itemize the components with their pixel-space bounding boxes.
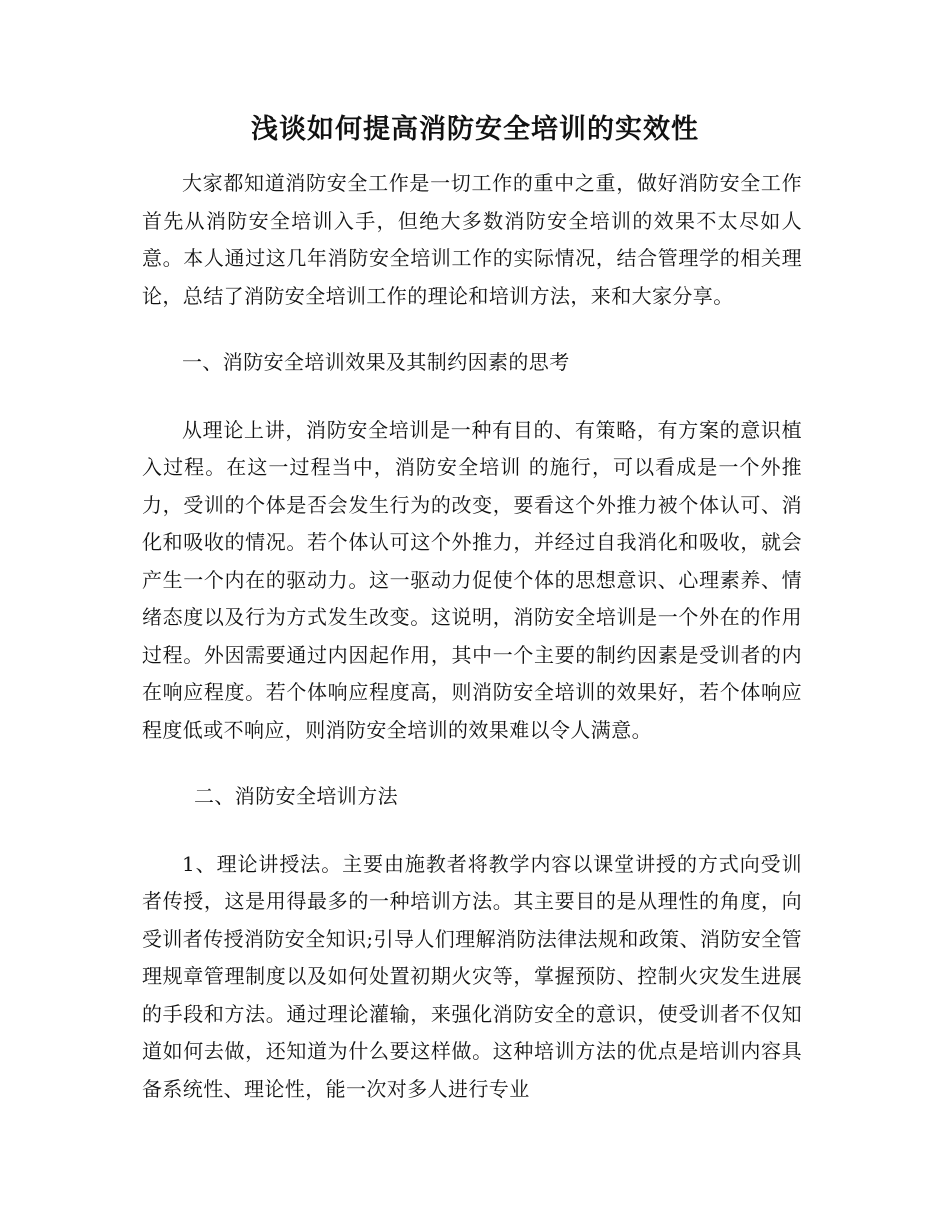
spacer <box>142 816 802 846</box>
spacer <box>142 749 802 778</box>
section-2-paragraph: 1、理论讲授法。主要由施教者将教学内容以课堂讲授的方式向受训者传授，这是用得最多的一种培训方法。其主要目的是从理性的角度，向受训者传授消防安全知识;引导人们理解消防法律法规和政策、消防安全管理规章管理制度以及如何处置初期火灾等，掌握预防、控制火灾发生进展的手段和方法。通过理论灌输，来强化消防安全的意识，使受训者不仅知道如何去做，还知道为什么要这样做。这种培训方法的优点是培训内容具备系统性、理论性，能一次对多人进行专业 <box>142 851 802 1101</box>
section-1-paragraph: 从理论上讲，消防安全培训是一种有目的、有策略，有方案的意识植入过程。在这一过程当中，消防安全培训 的施行，可以看成是一个外推力，受训的个体是否会发生行为的改变，要看这个外推力被个体认可、消化和吸收的情况。若个体认可这个外推力，并经过自我消化和吸收，就会产生一个内在的驱动力。这一驱动力促使个体的思想意识、心理素养、情绪态度以及行为方式发生改变。这说明，消防安全培训是一个外在的作用过程。外因需要通过内因起作用，其中一个主要的制约因素是受训者的内在响应程度。若个体响应程度高，则消防安全培训的效果好，若个体响应程度低或不响应，则消防安全培训的效果难以令人满意。 <box>142 417 802 742</box>
spacer <box>142 315 802 344</box>
spacer <box>142 382 802 412</box>
section-1-heading: 一、消防安全培训效果及其制约因素的思考 <box>182 350 570 374</box>
intro-paragraph: 大家都知道消防安全工作是一切工作的重中之重，做好消防安全工作首先从消防安全培训入手，但绝大多数消防安全培训的效果不太尽如人意。本人通过这几年消防安全培训工作的实际情况，结合管理学的相关理论，总结了消防安全培训工作的理论和培训方法，来和大家分享。 <box>142 171 802 308</box>
section-2-heading: 二、消防安全培训方法 <box>194 784 398 808</box>
document-title: 浅谈如何提高消防安全培训的实效性 <box>251 114 699 145</box>
document-body <box>142 165 802 1108</box>
